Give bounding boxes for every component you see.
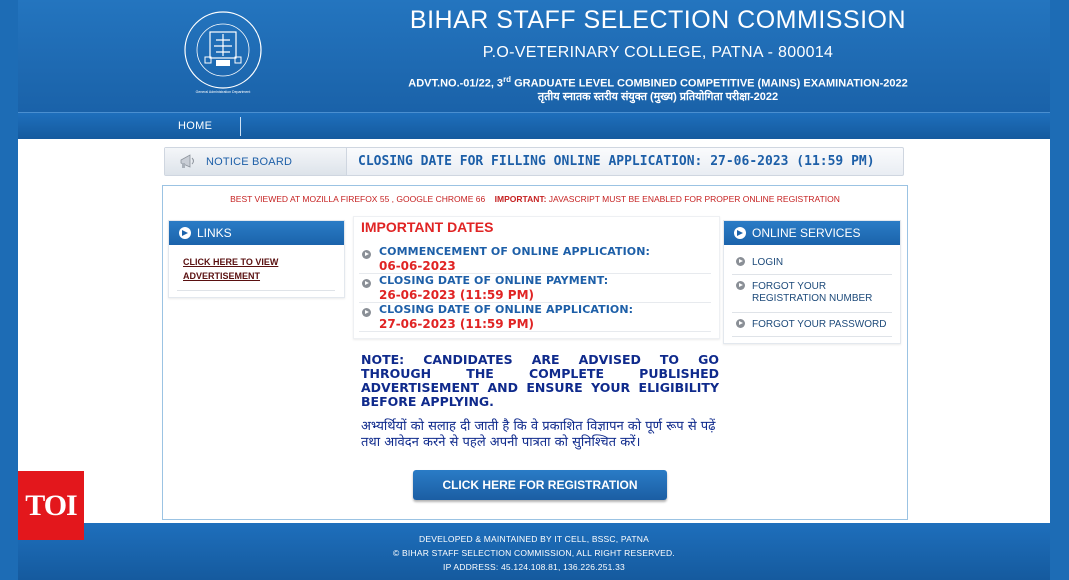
service-forgot-registration[interactable] — [732, 279, 892, 313]
important-dates-title: IMPORTANT DATES — [361, 219, 494, 235]
notice-board-label-box — [165, 148, 347, 175]
online-services-heading: ONLINE SERVICES — [752, 226, 861, 240]
bullet-arrow-icon — [736, 257, 745, 266]
notice-board — [164, 147, 904, 176]
service-login[interactable] — [732, 255, 892, 275]
commission-title: BIHAR STAFF SELECTION COMMISSION — [409, 6, 907, 34]
important-dates-panel — [353, 216, 720, 339]
notice-marquee[interactable]: CLOSING DATE FOR FILLING ONLINE APPLICATION: 27-06-2023 (11:59 PM) — [358, 154, 875, 169]
browser-notice — [163, 194, 907, 204]
site-footer — [18, 523, 1050, 580]
advt-suffix: GRADUATE LEVEL COMBINED COMPETITIVE (MAINS) EXAMINATION-2022 — [511, 77, 908, 90]
advertisement-hindi: तृतीय स्नातक स्तरीय संयुक्त (मुख्य) प्रतियोगिता परीक्षा-2022 — [537, 91, 779, 103]
footer-developer: DEVELOPED & MAINTAINED BY IT CELL, BSSC, PATNA — [419, 534, 649, 544]
eligibility-note: NOTE: CANDIDATES ARE ADVISED TO GO THROUGH THE COMPLETE PUBLISHED ADVERTISEMENT AND ENSURE YOUR ELIGIBILITY BEFORE APPLYING. — [361, 352, 719, 409]
date-label: CLOSING DATE OF ONLINE APPLICATION: — [379, 303, 634, 316]
service-label[interactable]: FORGOT YOUR PASSWORD — [752, 319, 887, 330]
commission-address: P.O-VETERINARY COLLEGE, PATNA - 800014 — [482, 44, 834, 61]
megaphone-icon — [179, 153, 199, 171]
logo-caption: General Administration Department — [195, 90, 251, 94]
advt-prefix: ADVT.NO.-01/22, 3 — [408, 77, 504, 90]
date-value: 06-06-2023 — [379, 259, 456, 273]
service-label[interactable]: LOGIN — [752, 257, 784, 268]
date-row — [359, 303, 711, 332]
date-value: 26-06-2023 (11:59 PM) — [379, 288, 535, 302]
best-viewed-text: BEST VIEWED AT MOZILLA FIREFOX 55 , GOOGLE CHROME 66 — [230, 194, 486, 204]
bullet-arrow-icon — [362, 279, 371, 288]
footer-copyright: © BIHAR STAFF SELECTION COMMISSION, ALL RIGHT RESERVED. — [393, 548, 675, 558]
date-row — [359, 274, 711, 303]
date-row — [359, 245, 711, 274]
content-panel — [162, 185, 908, 520]
links-header — [169, 221, 344, 245]
nav-home-link[interactable]: HOME — [178, 120, 213, 132]
advt-sup: rd — [503, 75, 512, 84]
eligibility-note-hindi: अभ्यर्थियों को सलाह दी जाती है कि वे प्रकाशित विज्ञापन को पूर्ण रूप से पढ़ें तथा आवेदन करने से पहले अपनी पात्रता को सुनिश्चित करें। — [361, 419, 716, 450]
advertisement-line — [258, 75, 1058, 90]
chevron-right-icon — [179, 227, 191, 239]
links-heading: LINKS — [197, 226, 232, 240]
date-value: 27-06-2023 (11:59 PM) — [379, 317, 535, 331]
date-label: CLOSING DATE OF ONLINE PAYMENT: — [379, 274, 609, 287]
bullet-arrow-icon — [736, 281, 745, 290]
date-label: COMMENCEMENT OF ONLINE APPLICATION: — [379, 245, 651, 258]
link-divider — [177, 290, 335, 291]
bullet-arrow-icon — [362, 308, 371, 317]
chevron-right-icon — [734, 227, 746, 239]
site-header — [18, 0, 1050, 112]
important-label: IMPORTANT: — [494, 194, 547, 204]
nav-divider — [240, 117, 241, 136]
links-panel — [168, 220, 345, 298]
online-services-header — [724, 221, 900, 245]
service-forgot-password[interactable] — [732, 317, 892, 337]
footer-ip-address: IP ADDRESS: 45.124.108.81, 136.226.251.33 — [443, 562, 625, 572]
view-advertisement-link[interactable]: CLICK HERE TO VIEW ADVERTISEMENT — [183, 257, 279, 281]
important-text: JAVASCRIPT MUST BE ENABLED FOR PROPER ONLINE REGISTRATION — [546, 194, 840, 204]
bullet-arrow-icon — [736, 319, 745, 328]
registration-button[interactable]: CLICK HERE FOR REGISTRATION — [413, 470, 667, 500]
notice-board-label: NOTICE BOARD — [206, 156, 293, 168]
bullet-arrow-icon — [362, 250, 371, 259]
online-services-panel — [723, 220, 901, 344]
main-nav — [18, 112, 1050, 139]
service-label[interactable]: FORGOT YOUR REGISTRATION NUMBER — [752, 281, 873, 304]
toi-watermark-logo: TOI — [18, 471, 84, 540]
